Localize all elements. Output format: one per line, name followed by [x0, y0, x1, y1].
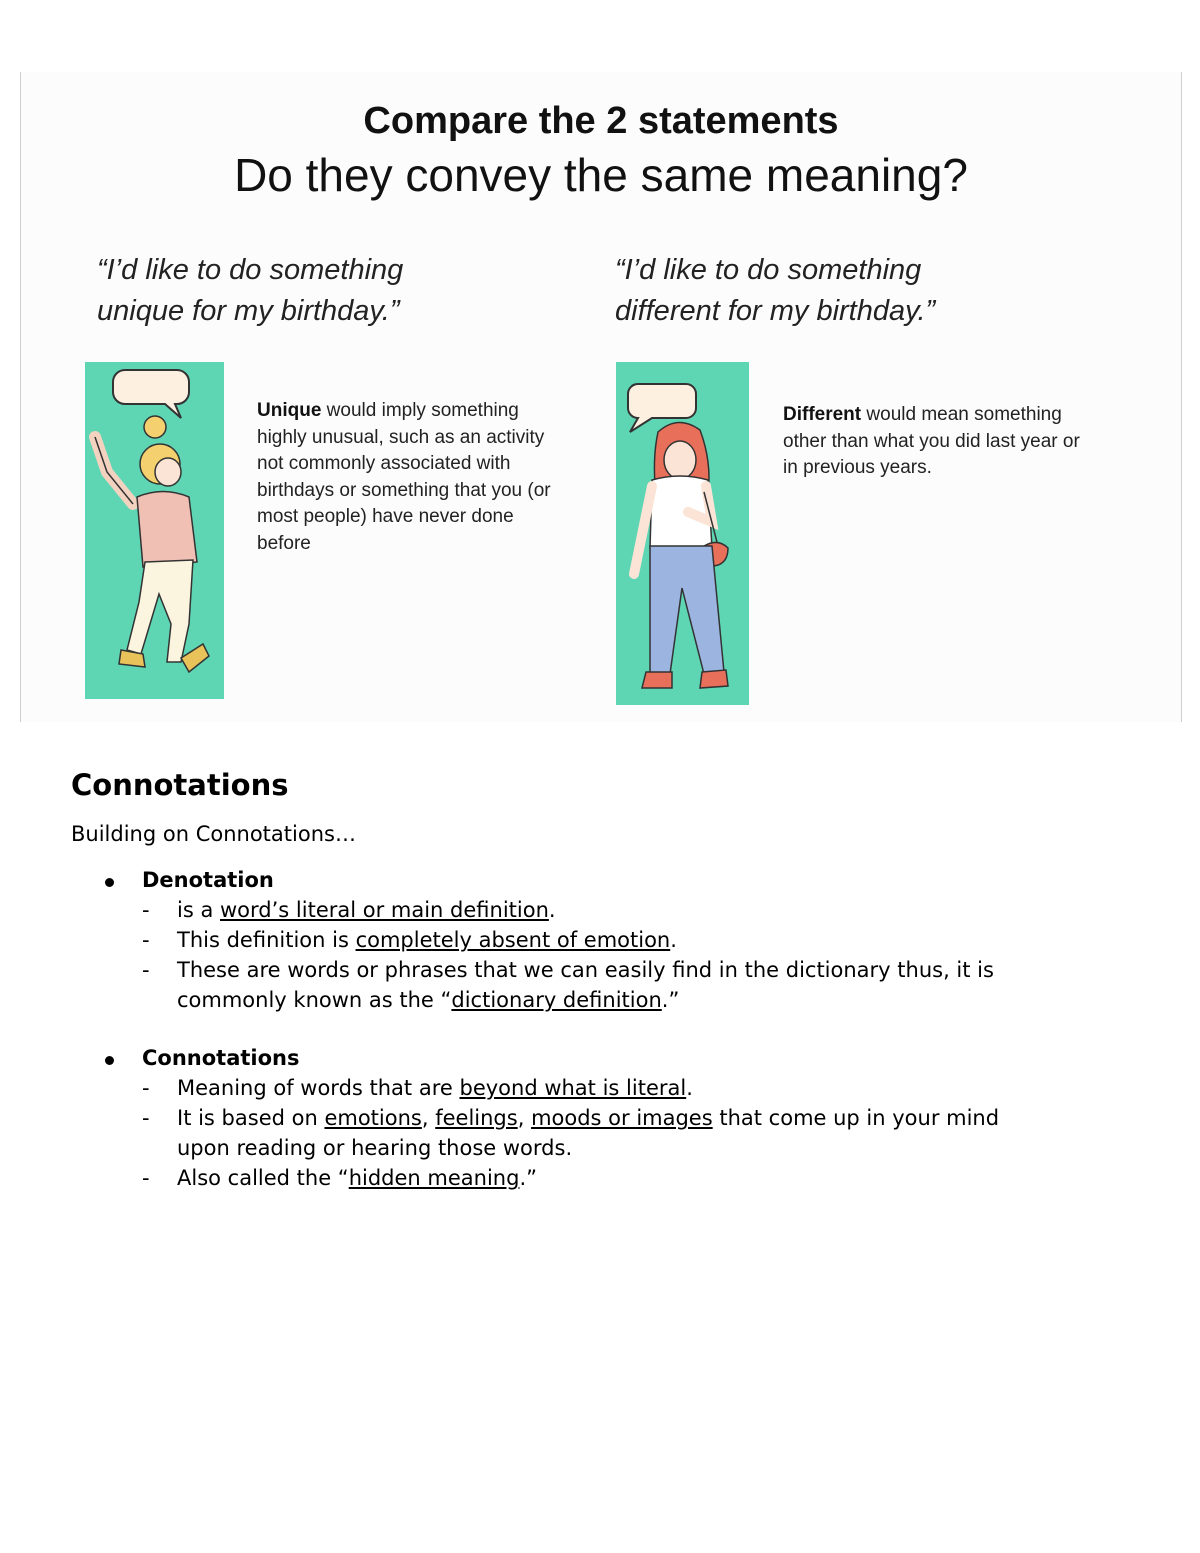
quote-unique [97, 250, 403, 332]
connotations-line-2-cont: upon reading or hearing those words. [177, 1136, 573, 1160]
quote-different [615, 250, 935, 332]
explanation-unique-text: would imply something highly unusual, such as an activity not commonly associated with birthdays or something that you (or most people) have never done before [257, 400, 551, 554]
slide-title: Compare the 2 statements [363, 100, 839, 142]
denotation-line-3: These are words or phrases that we can easily find in the dictionary thus, it is [177, 958, 994, 982]
denotation-title: Denotation [142, 868, 274, 892]
dash: - [142, 958, 150, 982]
intro-text: Building on Connotations… [71, 822, 356, 846]
quote-unique-line1: “I’d like to do something [97, 254, 404, 286]
section-heading: Connotations [71, 768, 289, 802]
denotation-line-3-cont: commonly known as the “dictionary definition.” [177, 988, 680, 1012]
illustration-thinking-woman [616, 362, 749, 705]
quote-different-line1: “I’d like to do something [615, 254, 922, 286]
explanation-unique [257, 398, 557, 557]
comparison-slide [20, 72, 1182, 722]
term-different: Different [783, 404, 862, 425]
dash: - [142, 1106, 150, 1130]
dash: - [142, 1166, 150, 1190]
bullet-dot [105, 878, 114, 887]
term-unique: Unique [257, 400, 322, 421]
denotation-line-1: is a word’s literal or main definition. [177, 898, 556, 922]
dash: - [142, 1076, 150, 1100]
dash: - [142, 898, 150, 922]
slide-subtitle: Do they convey the same meaning? [234, 149, 968, 201]
connotations-line-1: Meaning of words that are beyond what is literal. [177, 1076, 693, 1100]
explanation-different [783, 402, 1083, 482]
connotations-line-3: Also called the “hidden meaning.” [177, 1166, 538, 1190]
connotations-line-2: It is based on emotions, feelings, moods or images that come up in your mind [177, 1106, 1000, 1130]
connotations-title: Connotations [142, 1046, 300, 1070]
illustration-waving-woman [85, 362, 224, 699]
bullet-dot [105, 1056, 114, 1065]
denotation-line-2: This definition is completely absent of emotion. [177, 928, 677, 952]
explanation-different-text: would mean something other than what you did last year or in previous years. [783, 404, 1080, 478]
quote-unique-line2: unique for my birthday.” [97, 295, 400, 327]
quote-different-line2: different for my birthday.” [615, 295, 936, 327]
dash: - [142, 928, 150, 952]
